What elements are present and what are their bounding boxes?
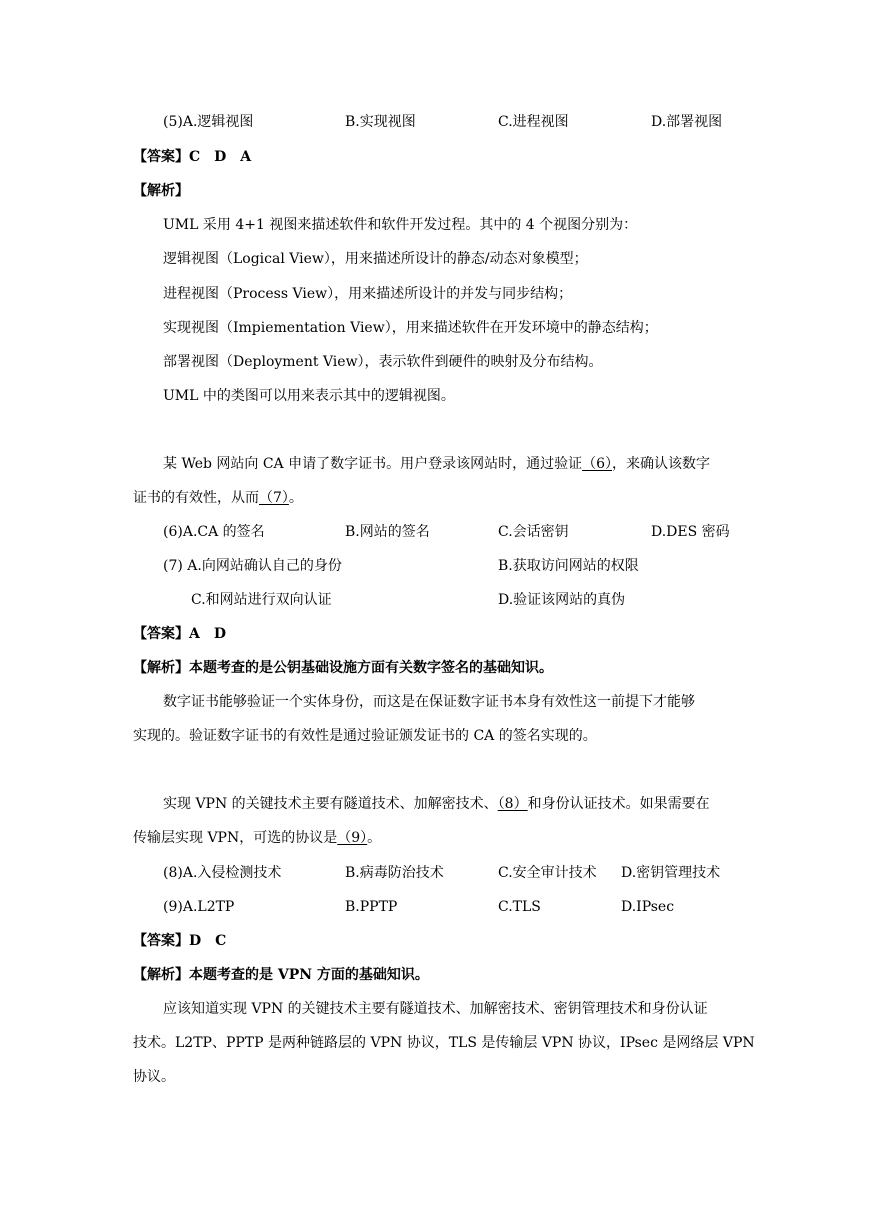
q2-stem-line1 [163, 457, 710, 471]
option-9b: B.PPTP [345, 899, 398, 915]
option-8b: B.病毒防治技术 [345, 865, 444, 881]
option-8c: C.安全审计技术 [498, 865, 597, 881]
answer-tag: 【答案】 [133, 626, 189, 642]
q1-analysis-line: 部署视图（Deployment View），表示软件到硬件的映射及分布结构。 [163, 354, 603, 370]
option-7a: (7) A.向网站确认自己的身份 [163, 558, 342, 574]
answer-tag: 【答案】 [133, 933, 189, 949]
q2-stem-line2 [133, 491, 303, 505]
option-9d: D.IPsec [621, 899, 675, 915]
option-5a: (5)A.逻辑视图 [163, 114, 254, 130]
q2-stem-text: 证书的有效性，从而 [133, 490, 259, 506]
q3-stem-text: 传输层实现 VPN，可选的协议是 [133, 830, 338, 846]
analysis-tag: 【解析】 [133, 967, 189, 983]
analysis-head: 本题考查的是 VPN 方面的基础知识。 [189, 967, 429, 983]
option-6c: C.会话密钥 [498, 524, 569, 540]
q3-analysis-line: 协议。 [133, 1069, 175, 1085]
q3-stem-line1 [163, 797, 710, 811]
answer-value: D C [189, 933, 227, 949]
q3-analysis-line: 技术。L2TP、PPTP 是两种链路层的 VPN 协议，TLS 是传输层 VPN 协议，IPsec 是网络层 VPN [133, 1035, 755, 1051]
q1-analysis-line: 实现视图（Impiementation View），用来描述软件在开发环境中的静态结构； [163, 320, 658, 336]
blank-6: （6） [582, 456, 613, 472]
option-8a: (8)A.入侵检测技术 [163, 865, 282, 881]
q3-stem-line2 [133, 831, 381, 845]
q2-analysis-line: 实现的。验证数字证书的有效性是通过验证颁发证书的 CA 的签名实现的。 [133, 728, 597, 744]
q2-answer [133, 627, 226, 641]
option-7c: C.和网站进行双向认证 [191, 592, 332, 608]
option-5d: D.部署视图 [651, 114, 723, 130]
answer-value: A D [189, 626, 227, 642]
q1-answer [133, 150, 251, 164]
option-9a: (9)A.L2TP [163, 899, 235, 915]
option-6a: (6)A.CA 的签名 [163, 524, 265, 540]
option-6d: D.DES 密码 [651, 524, 730, 540]
q1-analysis-line: UML 中的类图可以用来表示其中的逻辑视图。 [163, 388, 455, 404]
option-7b: B.获取访问网站的权限 [498, 558, 639, 574]
q2-stem-text: ，来确认该数字 [612, 456, 711, 472]
q3-analysis-line: 应该知道实现 VPN 的关键技术主要有隧道技术、加解密技术、密钥管理技术和身份认证 [163, 1001, 708, 1017]
q2-stem-text: 某 Web 网站向 CA 申请了数字证书。用户登录该网站时，通过验证 [163, 456, 583, 472]
blank-8: （8） [497, 796, 528, 812]
q1-analysis-tag: 【解析】 [133, 183, 189, 199]
blank-9: （9） [337, 830, 368, 846]
option-8d: D.密钥管理技术 [621, 865, 721, 881]
option-9c: C.TLS [498, 899, 541, 915]
q3-stem-text: 。 [367, 830, 382, 846]
q1-analysis-line: 逻辑视图（Logical View），用来描述所设计的静态/动态对象模型； [163, 251, 588, 267]
answer-value: C D A [189, 149, 252, 165]
q3-stem-text: 和身份认证技术。如果需要在 [527, 796, 710, 812]
q3-stem-text: 实现 VPN 的关键技术主要有隧道技术、加解密技术、 [163, 796, 498, 812]
option-7d: D.验证该网站的真伪 [498, 592, 626, 608]
q2-analysis-heading [133, 661, 553, 675]
q1-analysis-line: UML 采用 4+1 视图来描述软件和软件开发过程。其中的 4 个视图分别为： [163, 217, 638, 233]
option-5b: B.实现视图 [345, 114, 416, 130]
analysis-head: 本题考查的是公钥基础设施方面有关数字签名的基础知识。 [189, 660, 553, 676]
q2-analysis-line: 数字证书能够验证一个实体身份，而这是在保证数字证书本身有效性这一前提下才能够 [163, 694, 695, 710]
analysis-tag: 【解析】 [133, 660, 189, 676]
q3-answer [133, 934, 226, 948]
q1-analysis-line: 进程视图（Process View），用来描述所设计的并发与同步结构； [163, 286, 573, 302]
option-5c: C.进程视图 [498, 114, 569, 130]
option-6b: B.网站的签名 [345, 524, 430, 540]
answer-tag: 【答案】 [133, 149, 189, 165]
q2-stem-text: 。 [288, 490, 303, 506]
blank-7: （7） [259, 490, 289, 506]
q3-analysis-heading [133, 968, 429, 982]
